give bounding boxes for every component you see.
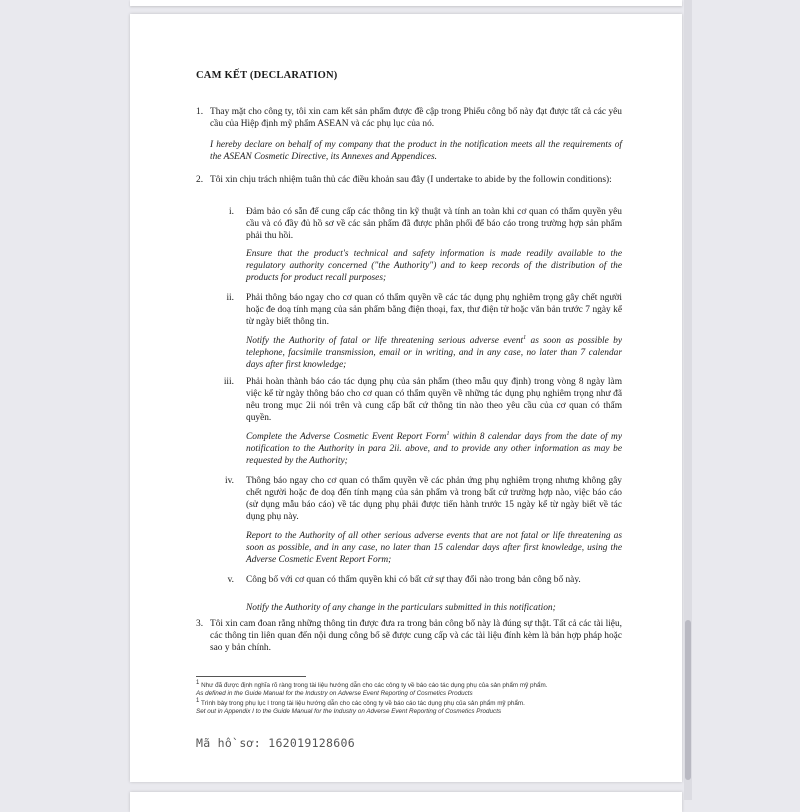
item-number: 3. [196, 619, 204, 629]
item-2-intro: Tôi xin chịu trách nhiệm tuân thủ các điều khoản sau đây (I undertake to abide by the followin conditions): [210, 175, 612, 185]
roman-numeral: iii. [223, 377, 234, 387]
subitem-iii-english-text-cont: within 8 calendar days from the date of my notification to the Authority in para 2ii. above, and to provide any other information as may be requested by the Authority; [246, 432, 622, 466]
subitem-v-vietnamese: Công bố với cơ quan có thẩm quyền khi có bất cứ sự thay đổi nào trong bản công bố này. [246, 575, 581, 585]
subitem-iv-english: Report to the Authority of all other serious adverse events that are not fatal or life threatening as soon as possible, and in any case, no later than 15 calendar days after first knowledge, using the Adverse Cosmetic Event Report Form; [246, 531, 622, 565]
next-page-edge [130, 792, 682, 812]
subitem-iii-english-text: Complete the Adverse Cosmetic Event Report Form [246, 432, 447, 442]
item-1-vietnamese: Thay mặt cho công ty, tôi xin cam kết sản phẩm được đề cập trong Phiếu công bố này đạt được tất cả các yêu cầu của Hiệp định mỹ phẩm ASEAN và các phụ lục của nó. [210, 107, 622, 129]
document-page [130, 14, 682, 782]
page-title: CAM KẾT (DECLARATION) [196, 70, 338, 81]
footnote-separator [196, 676, 306, 677]
footnote-1-english: As defined in the Guide Manual for the Industry on Adverse Event Reporting of Cosmetics Products [196, 690, 473, 697]
subitem-ii-english-text-cont: as soon as possible by telephone, facsimile transmission, email or in writing, and in any case, no later than 7 calendar days after first knowledge; [246, 336, 622, 370]
subitem-iv-vietnamese: Thông báo ngay cho cơ quan có thẩm quyền về các phản ứng phụ nghiêm trọng nhưng không gây chết người hoặc đe doạ đến tính mạng của sản phẩm và trong bất cứ trường hợp nào, việc báo cáo (sử dụng mẫu báo cáo) về tác dụng phụ phải được tiến hành trước 15 ngày kể từ ngày biết về tác dụng phụ này. [246, 476, 622, 522]
subitem-i-vietnamese: Đảm bảo có sẵn để cung cấp các thông tin kỹ thuật và tính an toàn khi cơ quan có thẩm quyền yêu cầu và có đầy đủ hồ sơ về các sản phẩm đã được phân phối để báo cáo trong trường hợp sản phẩm phải thu hồi. [246, 207, 622, 241]
item-number: 1. [196, 107, 204, 117]
footnote-1-vietnamese [196, 679, 636, 690]
subitem-iii-vietnamese: Phải hoàn thành báo cáo tác dụng phụ của sản phẩm (theo mẫu quy định) trong vòng 8 ngày làm việc kể từ ngày thông báo cho cơ quan có thẩm quyền về những tác dụng phụ nghiêm trọng như đã nêu trong mục 2ii nói trên và cung cấp bất cứ thông tin nào theo yêu cầu của cơ quan có thẩm quyền. [246, 377, 622, 423]
roman-numeral: ii. [226, 293, 234, 303]
footnote-2-english: Set out in Appendix I to the Guide Manual for the Industry on Adverse Event Reporting of Cosmetics Products [196, 708, 502, 715]
roman-numeral: i. [229, 207, 234, 217]
subitem-i-english: Ensure that the product's technical and safety information is made readily available to the regulatory authority concerned ("the Authority") and to keep records of the distribution of the products for product recall purposes; [246, 249, 622, 283]
roman-numeral: v. [227, 575, 234, 585]
subitem-ii-english-text: Notify the Authority of fatal or life threatening serious adverse event [246, 336, 524, 346]
scrollbar-thumb[interactable] [685, 620, 691, 780]
footnote-marker: 1 [196, 679, 200, 686]
item-number: 2. [196, 175, 204, 185]
subitem-ii-vietnamese: Phải thông báo ngay cho cơ quan có thẩm quyền về các tác dụng phụ nghiêm trọng gây chết người hoặc đe doạ tính mạng của sản phẩm bằng điện thoại, fax, thư điện tử hoặc văn bản trước 7 ngày kể từ ngày biết thông tin. [246, 293, 622, 327]
footnote-marker: 1 [196, 697, 200, 704]
footnote-ref: 1 [523, 334, 527, 341]
subitem-iii-english [246, 431, 622, 467]
item-1-english: I hereby declare on behalf of my company that the product in the notification meets all the requirements of the ASEAN Cosmetic Directive, its Annexes and Appendices. [210, 140, 622, 162]
footnote-2-vietnamese [196, 697, 636, 708]
footnote-text: Trình bày trong phụ lục I trong tài liệu hướng dẫn cho các công ty về báo cáo tác dụng phụ của sản phẩm mỹ phẩm. [200, 700, 525, 707]
item-3-vietnamese: Tôi xin cam đoan rằng những thông tin được đưa ra trong bản công bố này là đúng sự thật. Tất cả các tài liệu, các thông tin liên quan đến nội dung công bố sẽ được cung cấp và các tài liệu đính kèm là bản hợp pháp hoặc sao y bản chính. [210, 619, 622, 653]
footnote-ref: 1 [446, 430, 450, 437]
footnote-text: Như đã được định nghĩa rõ ràng trong tài liệu hướng dẫn cho các công ty về báo cáo tác dụng phụ của sản phẩm mỹ phẩm. [201, 682, 548, 689]
subitem-ii-english [246, 335, 622, 371]
previous-page-edge [130, 0, 682, 6]
subitem-v-english: Notify the Authority of any change in the particulars submitted in this notification; [246, 603, 556, 613]
dossier-number: Mã hồ sơ: 162019128606 [196, 736, 355, 750]
roman-numeral: iv. [224, 476, 234, 486]
